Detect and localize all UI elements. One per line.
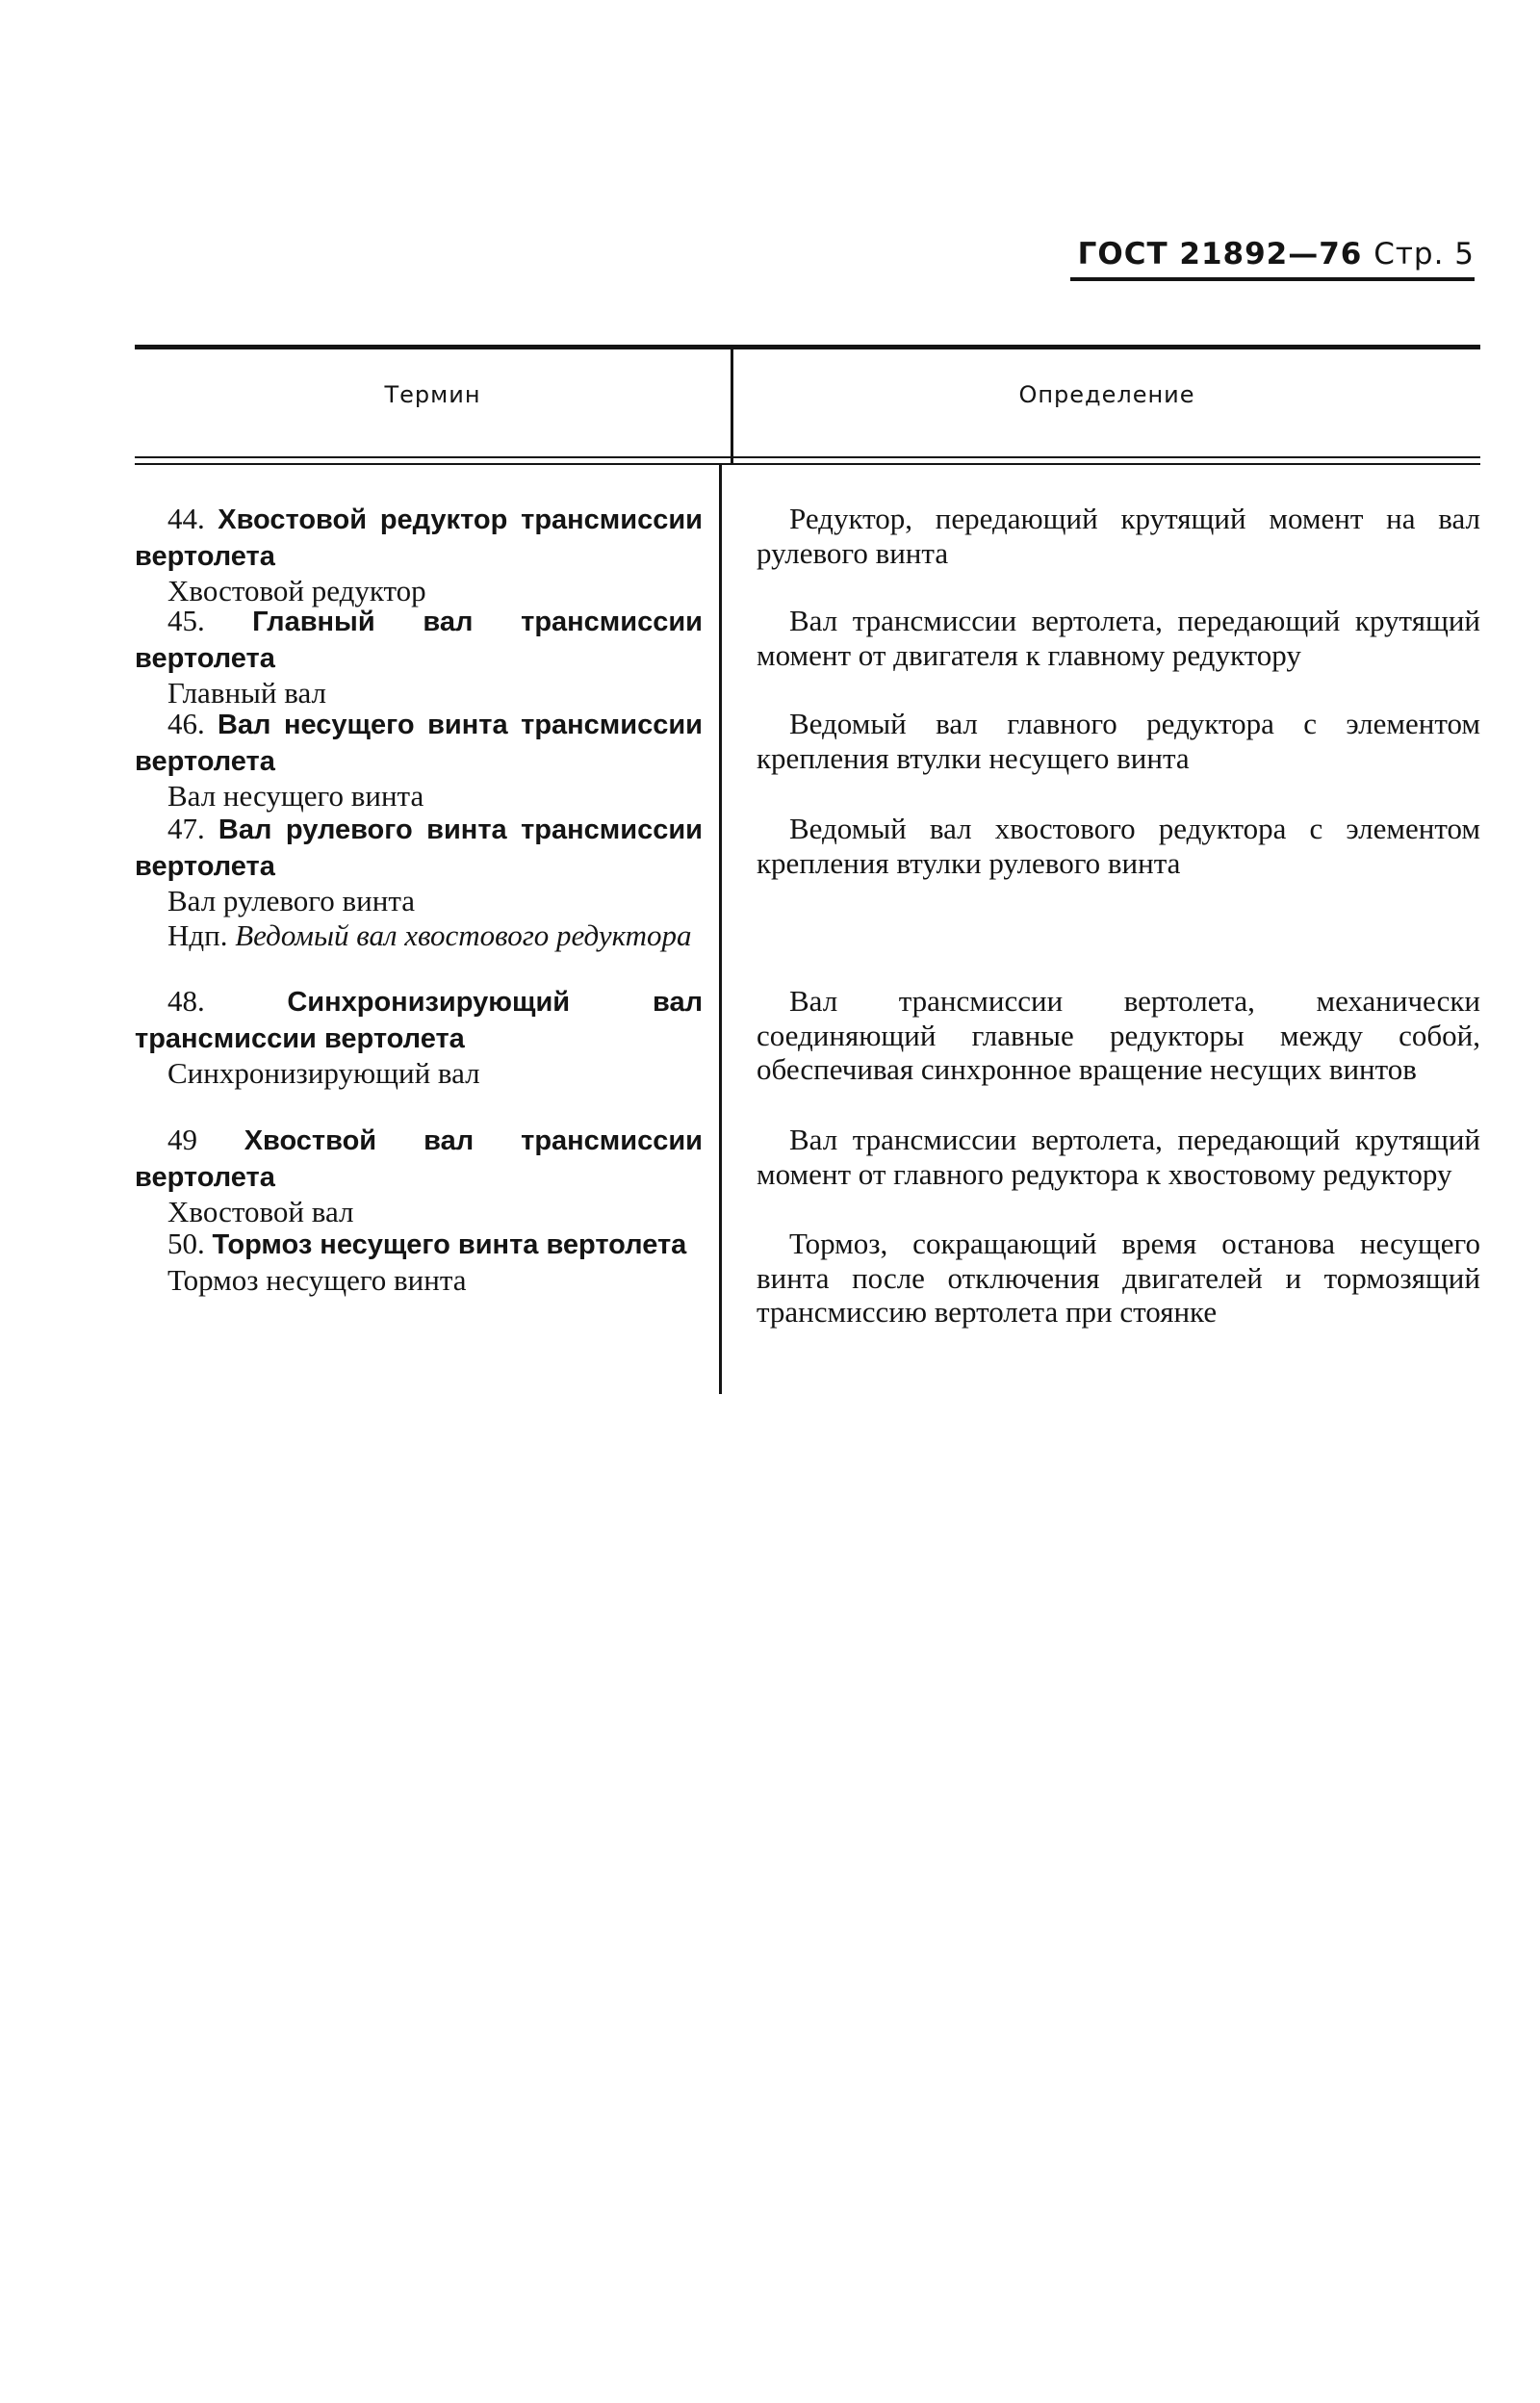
term-synonym: Хвостовой вал	[167, 1195, 354, 1228]
term-cell-45	[135, 604, 703, 711]
definition-text: Редуктор, передающий крутящий момент на вал рулевого винта	[757, 502, 1480, 570]
definition-cell-49	[757, 1123, 1480, 1191]
term-synonym: Вал рулевого винта	[167, 884, 416, 917]
definition-text: Тормоз, сокращающий время останова несущего винта после отключения двигателей и тормозящий трансмиссию вертолета при стоянке	[757, 1227, 1480, 1329]
table-top-rule	[135, 345, 1480, 349]
term-number: 44.	[167, 502, 205, 535]
term-title	[135, 604, 703, 676]
page-number: Стр. 5	[1373, 237, 1475, 271]
term-number: 50.	[167, 1227, 205, 1260]
term-cell-48	[135, 984, 703, 1091]
term-name: Хвостовой редуктор трансмиссии вертолета	[135, 504, 704, 572]
term-number: 46.	[167, 707, 205, 740]
term-name: Вал рулевого винта трансмиссии вертолета	[135, 814, 703, 882]
term-cell-46	[135, 707, 703, 814]
definition-cell-50	[757, 1227, 1480, 1330]
term-number: 49	[167, 1123, 197, 1156]
term-title	[135, 1123, 703, 1195]
term-cell-44	[135, 502, 703, 608]
term-title	[135, 707, 703, 779]
term-synonym: Главный вал	[167, 676, 326, 710]
definition-cell-45	[757, 604, 1480, 672]
definition-cell-47	[757, 812, 1480, 880]
definition-text: Вал трансмиссии вертолета, механически соединяющий главные редукторы между собой, обеспечивая синхронное вращение несущих винтов	[757, 984, 1480, 1086]
term-number: 47.	[167, 812, 205, 845]
term-cell-50	[135, 1227, 703, 1297]
term-title	[135, 984, 703, 1056]
doc-number: ГОСТ 21892—76	[1077, 237, 1363, 271]
term-title	[135, 812, 703, 884]
term-synonym: Синхронизирующий вал	[167, 1056, 480, 1090]
column-divider-body	[719, 465, 722, 1394]
term-name: Главный вал трансмиссии вертолета	[135, 607, 703, 674]
deprecated-term: Ведомый вал хвостового редуктора	[235, 917, 692, 952]
deprecated-prefix: Ндп.	[167, 917, 228, 952]
page-header	[1078, 237, 1475, 281]
column-header-term: Термин	[384, 381, 481, 408]
term-synonym: Тормоз несущего винта	[167, 1262, 467, 1297]
definition-cell-48	[757, 984, 1480, 1087]
definition-text: Ведомый вал главного редуктора с элементом крепления втулки несущего винта	[757, 707, 1480, 775]
term-title	[135, 502, 703, 574]
term-name: Синхронизирующий вал трансмиссии вертолета	[135, 987, 703, 1054]
term-synonym: Хвостовой редуктор	[167, 574, 426, 607]
header-rule-lower	[135, 463, 1480, 465]
definition-cell-46	[757, 707, 1480, 775]
definition-text: Вал трансмиссии вертолета, передающий крутящий момент от главного редуктора к хвостовому редуктору	[757, 1123, 1480, 1191]
header-underline	[1070, 277, 1475, 281]
term-number: 48.	[167, 984, 205, 1018]
definition-text: Ведомый вал хвостового редуктора с элементом крепления втулки рулевого винта	[757, 812, 1480, 880]
header-text	[1078, 237, 1475, 281]
term-cell-49	[135, 1123, 703, 1229]
term-cell-47	[135, 812, 703, 952]
definition-text: Вал трансмиссии вертолета, передающий крутящий момент от двигателя к главному редуктору	[757, 604, 1480, 672]
definition-cell-44	[757, 502, 1480, 570]
term-synonym: Вал несущего винта	[167, 779, 424, 813]
term-name: Тормоз несущего винта вертолета	[212, 1229, 687, 1260]
term-number: 45.	[167, 604, 205, 637]
term-name: Хвоствой вал трансмиссии вертолета	[135, 1125, 703, 1193]
term-title	[135, 1227, 703, 1263]
term-name: Вал несущего винта трансмиссии вертолета	[135, 710, 704, 777]
column-header-definition: Определение	[1018, 381, 1195, 408]
header-rule-upper	[135, 456, 1480, 458]
term-deprecated	[135, 918, 703, 953]
